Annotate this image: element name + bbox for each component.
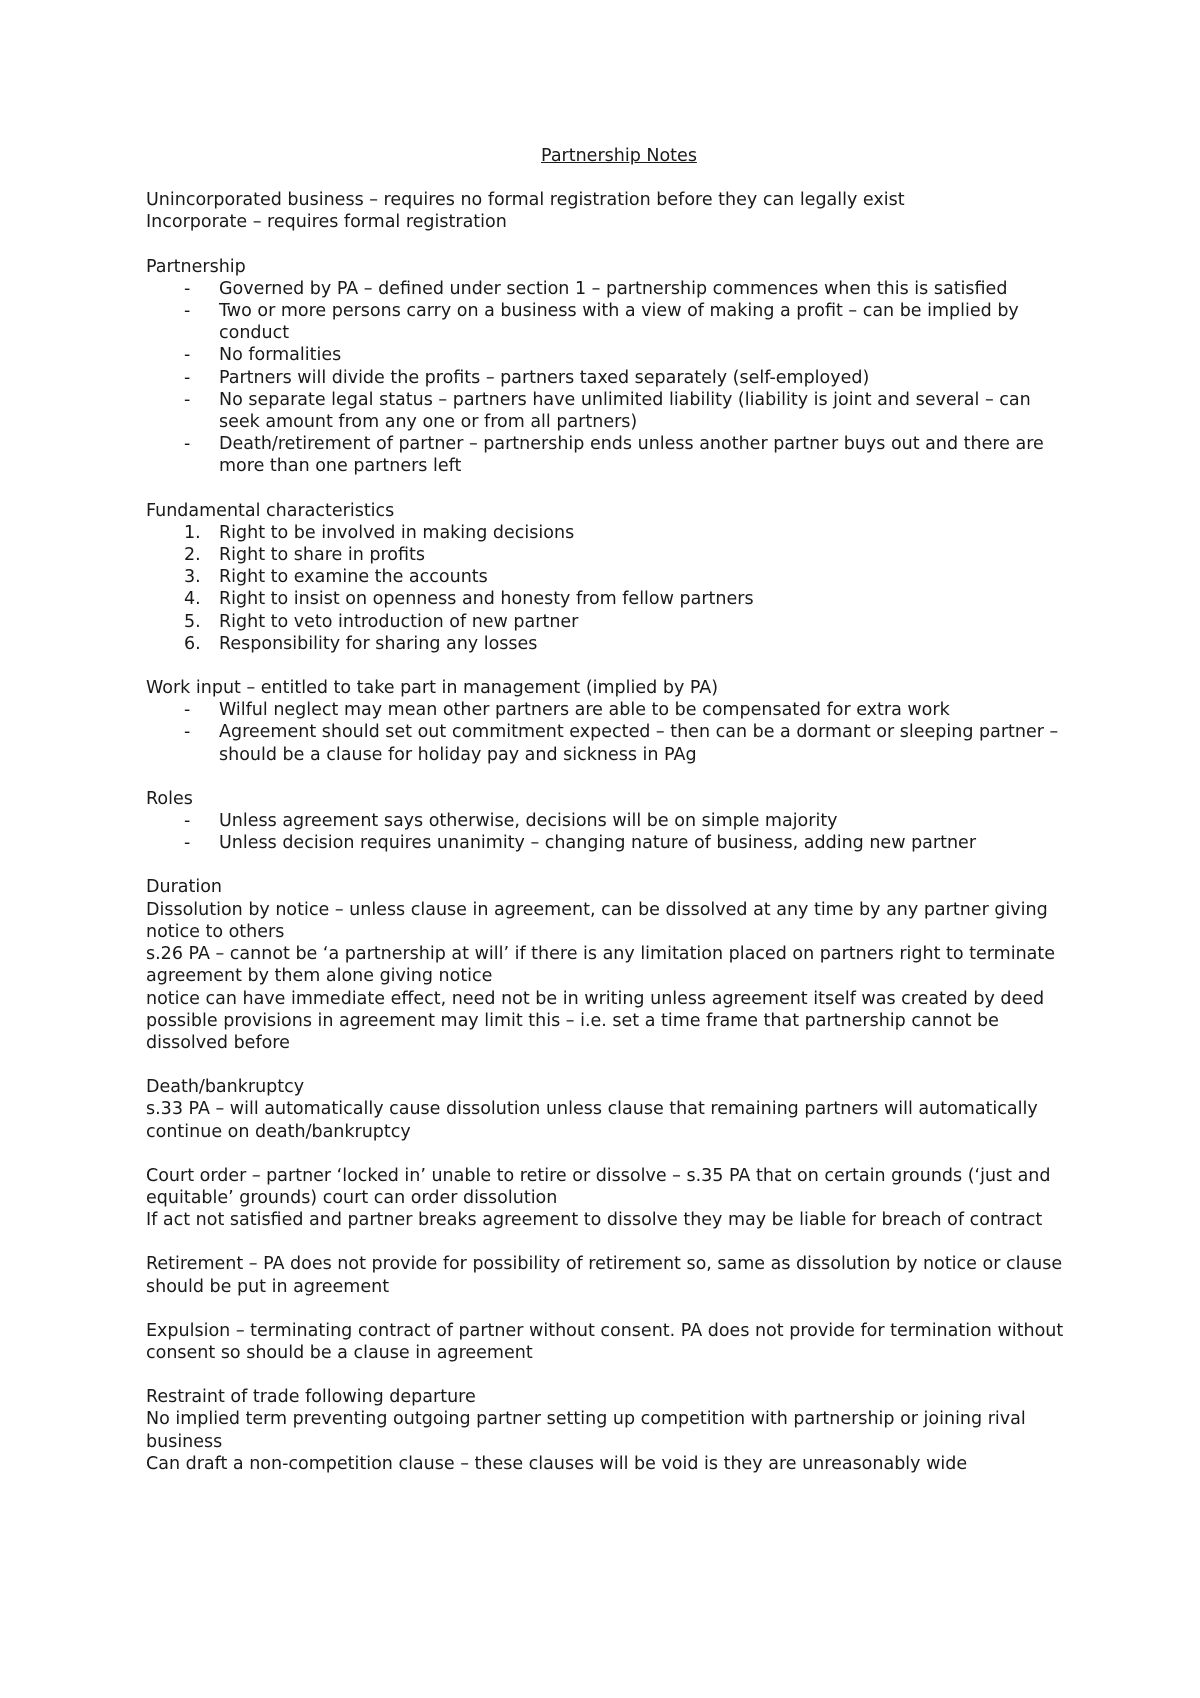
list-item: - Two or more persons carry on a business with a view of making a profit – can be implied by conduct [184, 301, 1019, 344]
intro-line: Incorporate – requires formal registration [146, 212, 507, 233]
section-heading-roles: Roles [146, 788, 193, 809]
list-number: 3. [184, 567, 201, 588]
list-item: 4. Right to insist on openness and honesty from fellow partners [184, 589, 754, 610]
paragraph-line: Dissolution by notice – unless clause in agreement, can be dissolved at any time by any partner giving notice to others [146, 899, 1048, 942]
paragraph-line: s.33 PA – will automatically cause dissolution unless clause that remaining partners will automatically continue on death/bankruptcy [146, 1099, 1038, 1142]
paragraph-line: If act not satisfied and partner breaks agreement to dissolve they may be liable for breach of contract [146, 1210, 1043, 1231]
paragraph-line: No implied term preventing outgoing partner setting up competition with partnership or joining rival business [146, 1409, 1026, 1452]
list-number: 2. [184, 545, 201, 566]
list-item: - Unless agreement says otherwise, decisions will be on simple majority [184, 811, 838, 832]
dash-marker: - [184, 278, 191, 299]
list-item: - No separate legal status – partners have unlimited liability (liability is joint and several – can seek amount from any one or from all partners) [184, 389, 1031, 433]
section-heading-duration: Duration [146, 877, 223, 898]
paragraph-retirement: Retirement – PA does not provide for possibility of retirement so, same as dissolution by notice or clause should be put in agreement [146, 1254, 1063, 1297]
dash-marker: - [184, 434, 191, 455]
paragraph-line: Can draft a non-competition clause – these clauses will be void is they are unreasonably wide [146, 1453, 968, 1474]
list-item: - Governed by PA – defined under section 1 – partnership commences when this is satisfied [184, 278, 1008, 299]
list-number: 5. [184, 611, 201, 632]
dash-marker: - [184, 722, 191, 743]
list-item: - Unless decision requires unanimity – changing nature of business, adding new partner [184, 833, 977, 854]
roles-list [146, 810, 1076, 854]
list-number: 4. [184, 589, 201, 610]
list-item: 2. Right to share in profits [184, 545, 425, 566]
work-input-list [146, 699, 1076, 766]
dash-marker: - [184, 389, 191, 410]
list-item: 3. Right to examine the accounts [184, 567, 488, 588]
section-heading-work-input: Work input – entitled to take part in management (implied by PA) [146, 678, 719, 699]
dash-marker: - [184, 345, 191, 366]
paragraph-line: notice can have immediate effect, need not be in writing unless agreement itself was created by deed [146, 988, 1045, 1009]
intro-line: Unincorporated business – requires no formal registration before they can legally exist [146, 190, 905, 211]
list-number: 1. [184, 522, 201, 543]
dash-marker: - [184, 301, 191, 322]
list-item: - Wilful neglect may mean other partners are able to be compensated for extra work [184, 700, 950, 721]
characteristics-list [146, 522, 1076, 655]
list-item: 6. Responsibility for sharing any losses [184, 633, 538, 654]
partnership-list [146, 278, 1076, 478]
list-item: - No formalities [184, 345, 342, 366]
section-heading-partnership: Partnership [146, 256, 246, 277]
dash-marker: - [184, 833, 191, 854]
paragraph-line: possible provisions in agreement may limit this – i.e. set a time frame that partnership cannot be dissolved before [146, 1010, 999, 1053]
dash-marker: - [184, 367, 191, 388]
list-number: 6. [184, 633, 201, 654]
list-item: - Partners will divide the profits – partners taxed separately (self-employed) [184, 367, 870, 388]
dash-marker: - [184, 811, 191, 832]
dash-marker: - [184, 700, 191, 721]
section-heading-characteristics: Fundamental characteristics [146, 500, 395, 521]
list-item: 5. Right to veto introduction of new partner [184, 611, 579, 632]
paragraph-expulsion: Expulsion – terminating contract of partner without consent. PA does not provide for termination without consent so should be a clause in agreement [146, 1320, 1064, 1363]
paragraph-line-court-order: Court order – partner ‘locked in’ unable to retire or dissolve – s.35 PA that on certain grounds (‘just and equitable’ grounds) court can order dissolution [146, 1165, 1051, 1208]
document-body [146, 145, 1076, 1475]
list-item: - Agreement should set out commitment expected – then can be a dormant or sleeping partner – should be a clause for holiday pay and sickness in PAg [184, 722, 1059, 765]
list-item: 1. Right to be involved in making decisions [184, 522, 575, 543]
section-heading-death: Death/bankruptcy [146, 1077, 305, 1098]
page-title: Partnership Notes [541, 146, 697, 166]
section-heading-restraint: Restraint of trade following departure [146, 1387, 476, 1408]
paragraph-line: s.26 PA – cannot be ‘a partnership at will’ if there is any limitation placed on partners right to terminate agreement by them alone giving notice [146, 944, 1056, 987]
list-item: - Death/retirement of partner – partnership ends unless another partner buys out and there are more than one partners left [184, 434, 1044, 477]
